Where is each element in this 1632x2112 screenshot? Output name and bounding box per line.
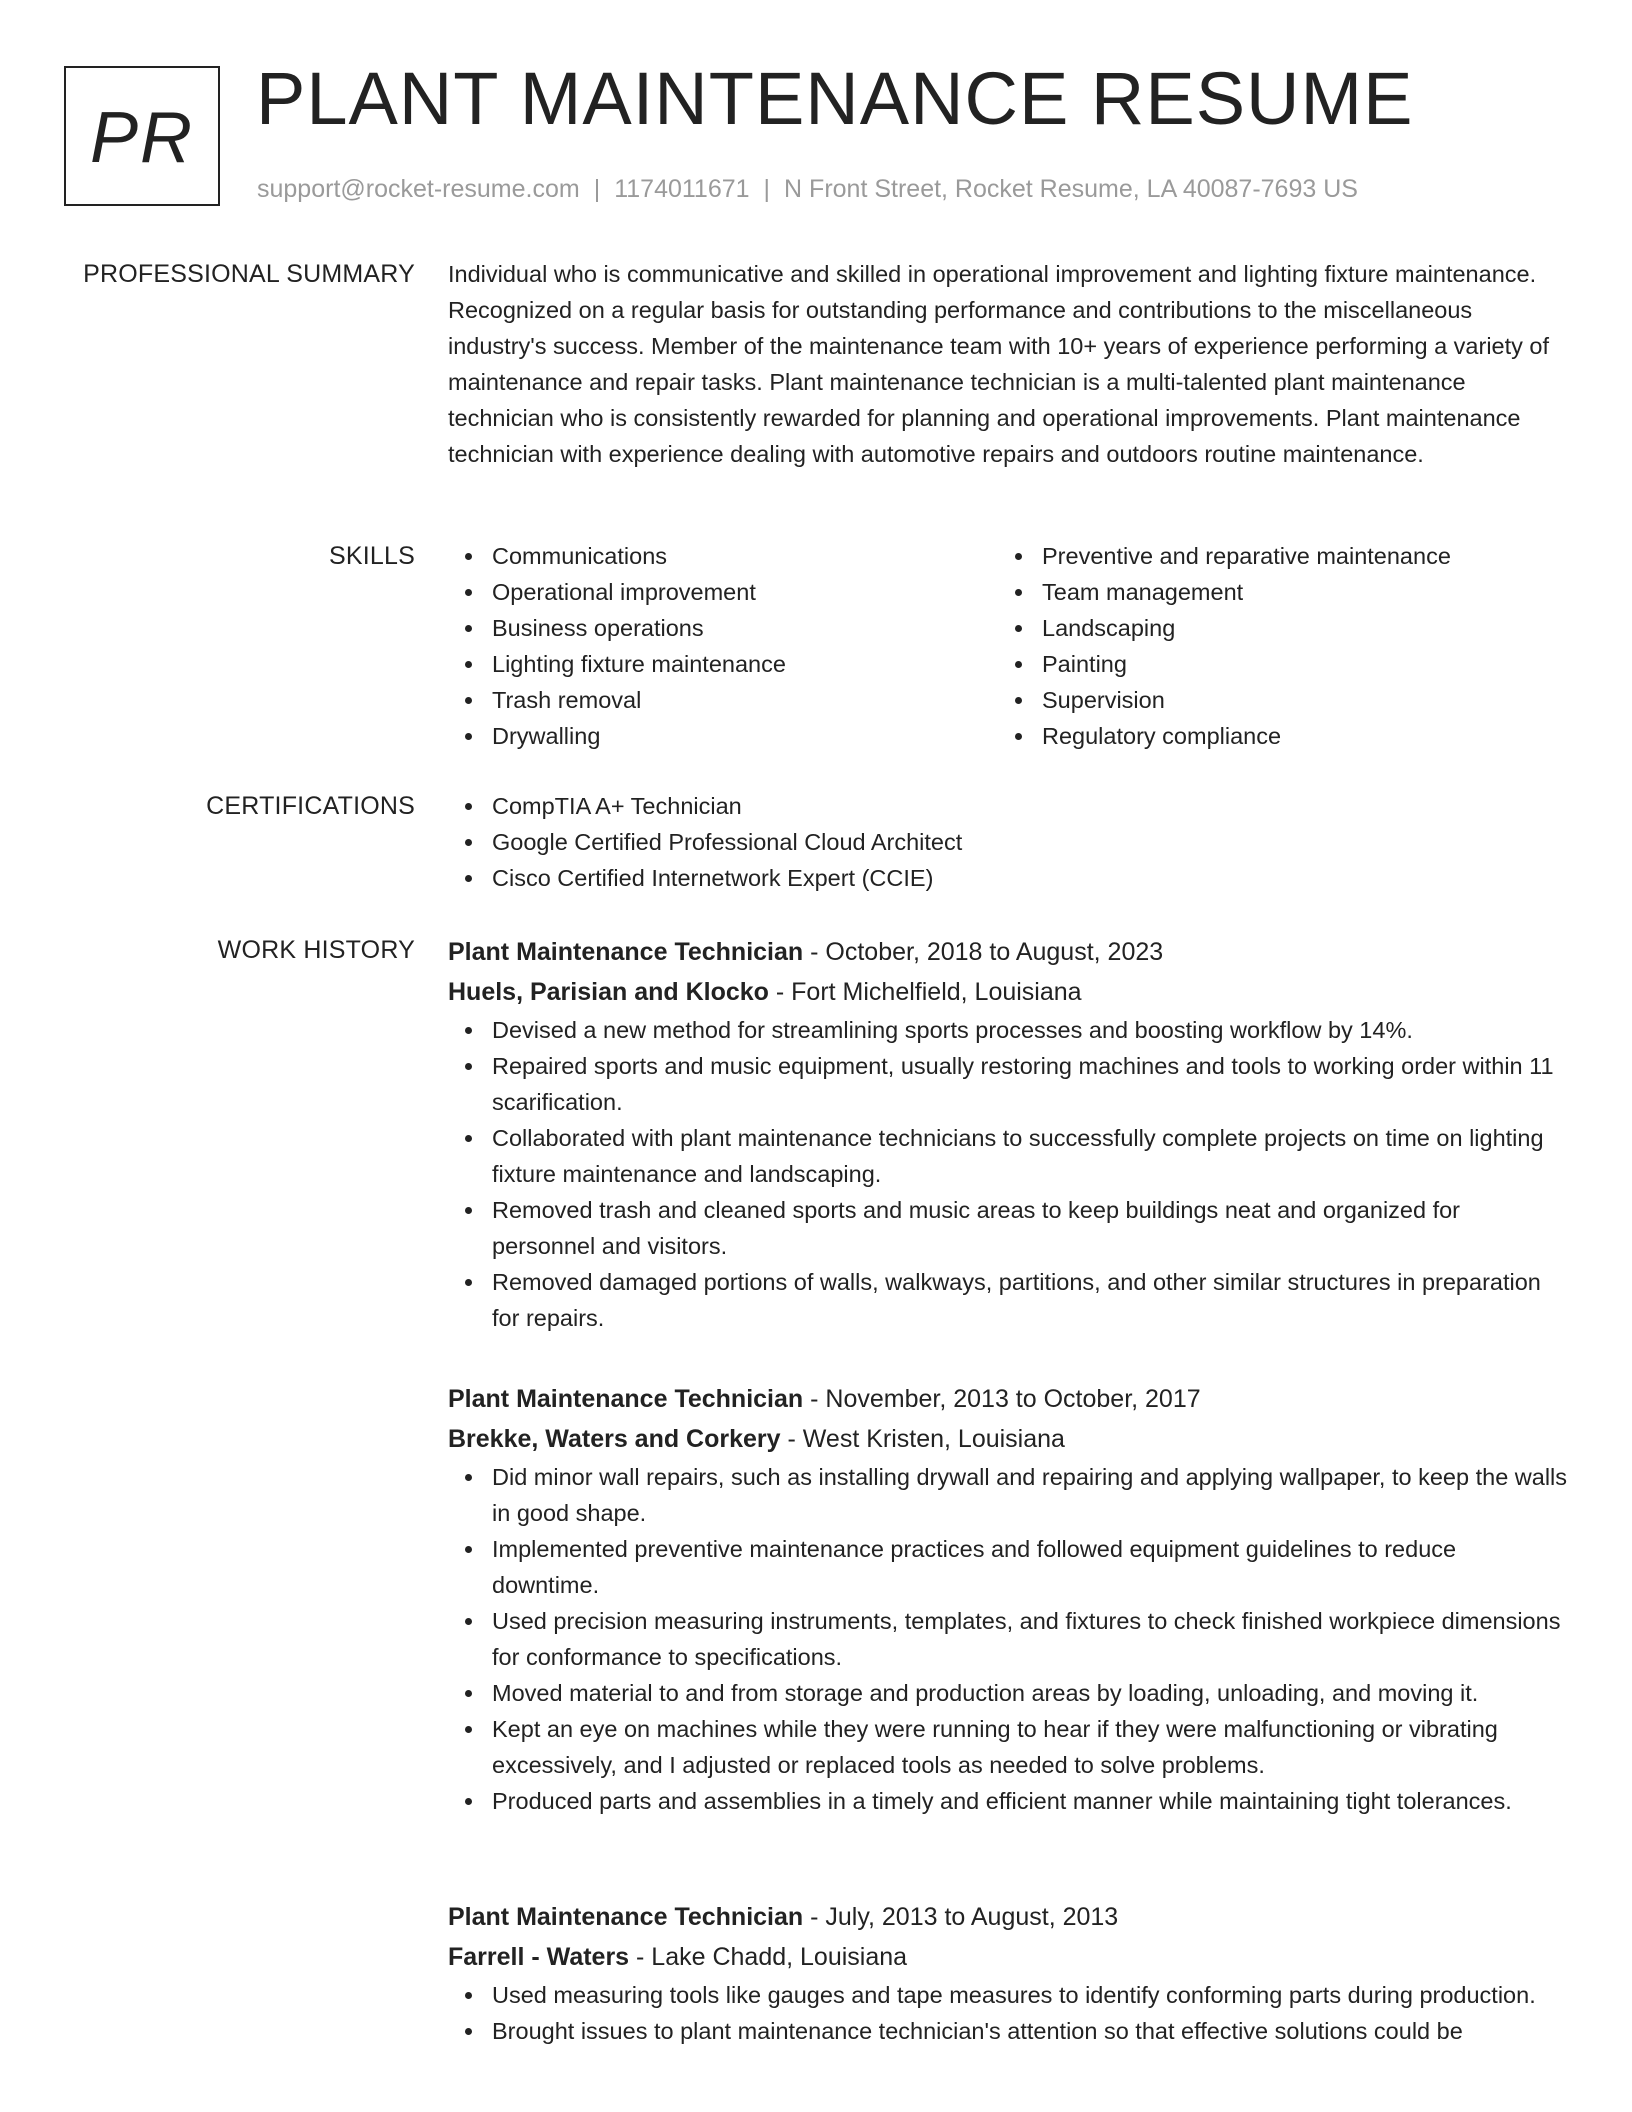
- job-dates: - November, 2013 to October, 2017: [803, 1385, 1201, 1413]
- skill-item: Team management: [998, 574, 1548, 610]
- job-location: - Fort Michelfield, Louisiana: [768, 978, 1082, 1006]
- job-title-line: [448, 932, 1568, 972]
- job-bullet: Used precision measuring instruments, templates, and fixtures to check finished workpiece dimensions for conformance to specifications.: [448, 1603, 1568, 1675]
- skill-item: Business operations: [448, 610, 998, 646]
- certification-item: Cisco Certified Internetwork Expert (CCIE): [448, 860, 1568, 896]
- job-company-line: [448, 1419, 1568, 1459]
- job-entry: [448, 1379, 1568, 1819]
- section-label-skills: SKILLS: [329, 542, 415, 570]
- skills-list-right: [998, 538, 1548, 754]
- skill-item: Landscaping: [998, 610, 1548, 646]
- contact-separator: |: [763, 175, 771, 203]
- monogram-box: [64, 66, 220, 206]
- job-bullet: Moved material to and from storage and production areas by loading, unloading, and moving it.: [448, 1675, 1568, 1711]
- skill-item: Supervision: [998, 682, 1548, 718]
- skill-item: Regulatory compliance: [998, 718, 1548, 754]
- certifications-body: [448, 788, 1568, 896]
- skill-item: Lighting fixture maintenance: [448, 646, 998, 682]
- skill-item: Painting: [998, 646, 1548, 682]
- section-label-work-history: WORK HISTORY: [217, 936, 415, 964]
- job-bullet: Used measuring tools like gauges and tape measures to identify conforming parts during production.: [448, 1977, 1568, 2013]
- job-bullets: [448, 1459, 1568, 1819]
- job-location: - West Kristen, Louisiana: [780, 1425, 1065, 1453]
- job-bullets: [448, 1012, 1568, 1336]
- job-company: Brekke, Waters and Corkery: [448, 1425, 781, 1453]
- job-bullet: Implemented preventive maintenance practices and followed equipment guidelines to reduce downtime.: [448, 1531, 1568, 1603]
- certifications-list: [448, 788, 1568, 896]
- job-title-line: [448, 1897, 1568, 1937]
- job-bullet: Collaborated with plant maintenance technicians to successfully complete projects on time on lighting fixture maintenance and landscaping.: [448, 1120, 1568, 1192]
- job-title: Plant Maintenance Technician: [448, 1903, 804, 1931]
- skills-body: [448, 538, 1568, 754]
- job-company-line: [448, 972, 1568, 1012]
- job-bullet: Did minor wall repairs, such as installing drywall and repairing and applying wallpaper, to keep the walls in good shape.: [448, 1459, 1568, 1531]
- contact-address: N Front Street, Rocket Resume, LA 40087-7693 US: [784, 175, 1358, 203]
- skills-list-left: [448, 538, 998, 754]
- job-company: Huels, Parisian and Klocko: [448, 978, 769, 1006]
- certification-item: Google Certified Professional Cloud Architect: [448, 824, 1568, 860]
- job-bullet: Removed damaged portions of walls, walkways, partitions, and other similar structures in preparation for repairs.: [448, 1264, 1568, 1336]
- skills-grid: [448, 538, 1568, 754]
- job-bullet: Removed trash and cleaned sports and music areas to keep buildings neat and organized for personnel and visitors.: [448, 1192, 1568, 1264]
- section-label-summary: PROFESSIONAL SUMMARY: [83, 260, 415, 288]
- contact-separator: |: [593, 175, 601, 203]
- job-company-line: [448, 1937, 1568, 1977]
- section-label-certifications: CERTIFICATIONS: [206, 792, 415, 820]
- skill-item: Trash removal: [448, 682, 998, 718]
- job-company: Farrell - Waters: [448, 1943, 630, 1971]
- job-bullet: Kept an eye on machines while they were running to hear if they were malfunctioning or vibrating excessively, and I adjusted or replaced tools as needed to solve problems.: [448, 1711, 1568, 1783]
- job-entry: [448, 1897, 1568, 2049]
- job-bullet: Repaired sports and music equipment, usually restoring machines and tools to working order within 11 scarification.: [448, 1048, 1568, 1120]
- summary-body: [448, 256, 1568, 472]
- page-title: PLANT MAINTENANCE RESUME: [256, 57, 1414, 140]
- job-bullets: [448, 1977, 1568, 2049]
- job-bullet: Devised a new method for streamlining sports processes and boosting workflow by 14%.: [448, 1012, 1568, 1048]
- job-title-line: [448, 1379, 1568, 1419]
- job-dates: - October, 2018 to August, 2023: [803, 938, 1164, 966]
- contact-email: support@rocket-resume.com: [257, 175, 580, 203]
- job-location: - Lake Chadd, Louisiana: [629, 1943, 908, 1971]
- skill-item: Operational improvement: [448, 574, 998, 610]
- job-dates: - July, 2013 to August, 2013: [803, 1903, 1119, 1931]
- job-bullet: Brought issues to plant maintenance technician's attention so that effective solutions could be: [448, 2013, 1568, 2049]
- skill-item: Communications: [448, 538, 998, 574]
- job-title: Plant Maintenance Technician: [448, 938, 804, 966]
- skill-item: Preventive and reparative maintenance: [998, 538, 1548, 574]
- job-title: Plant Maintenance Technician: [448, 1385, 804, 1413]
- contact-line: [257, 174, 1358, 204]
- job-entry: [448, 932, 1568, 1336]
- summary-text: Individual who is communicative and skilled in operational improvement and lighting fixture maintenance. Recognized on a regular basis for outstanding performance and contributions to the miscellaneous industry's success. Member of the maintenance team with 10+ years of experience performing a variety of maintenance and repair tasks. Plant maintenance technician is a multi-talented plant maintenance technician who is consistently rewarded for planning and operational improvements. Plant maintenance technician with experience dealing with automotive repairs and outdoors routine maintenance.: [448, 261, 1550, 467]
- skill-item: Drywalling: [448, 718, 998, 754]
- monogram-initials: PR: [89, 98, 195, 178]
- contact-phone: 1174011671: [614, 175, 750, 203]
- job-bullet: Produced parts and assemblies in a timely and efficient manner while maintaining tight tolerances.: [448, 1783, 1568, 1819]
- certification-item: CompTIA A+ Technician: [448, 788, 1568, 824]
